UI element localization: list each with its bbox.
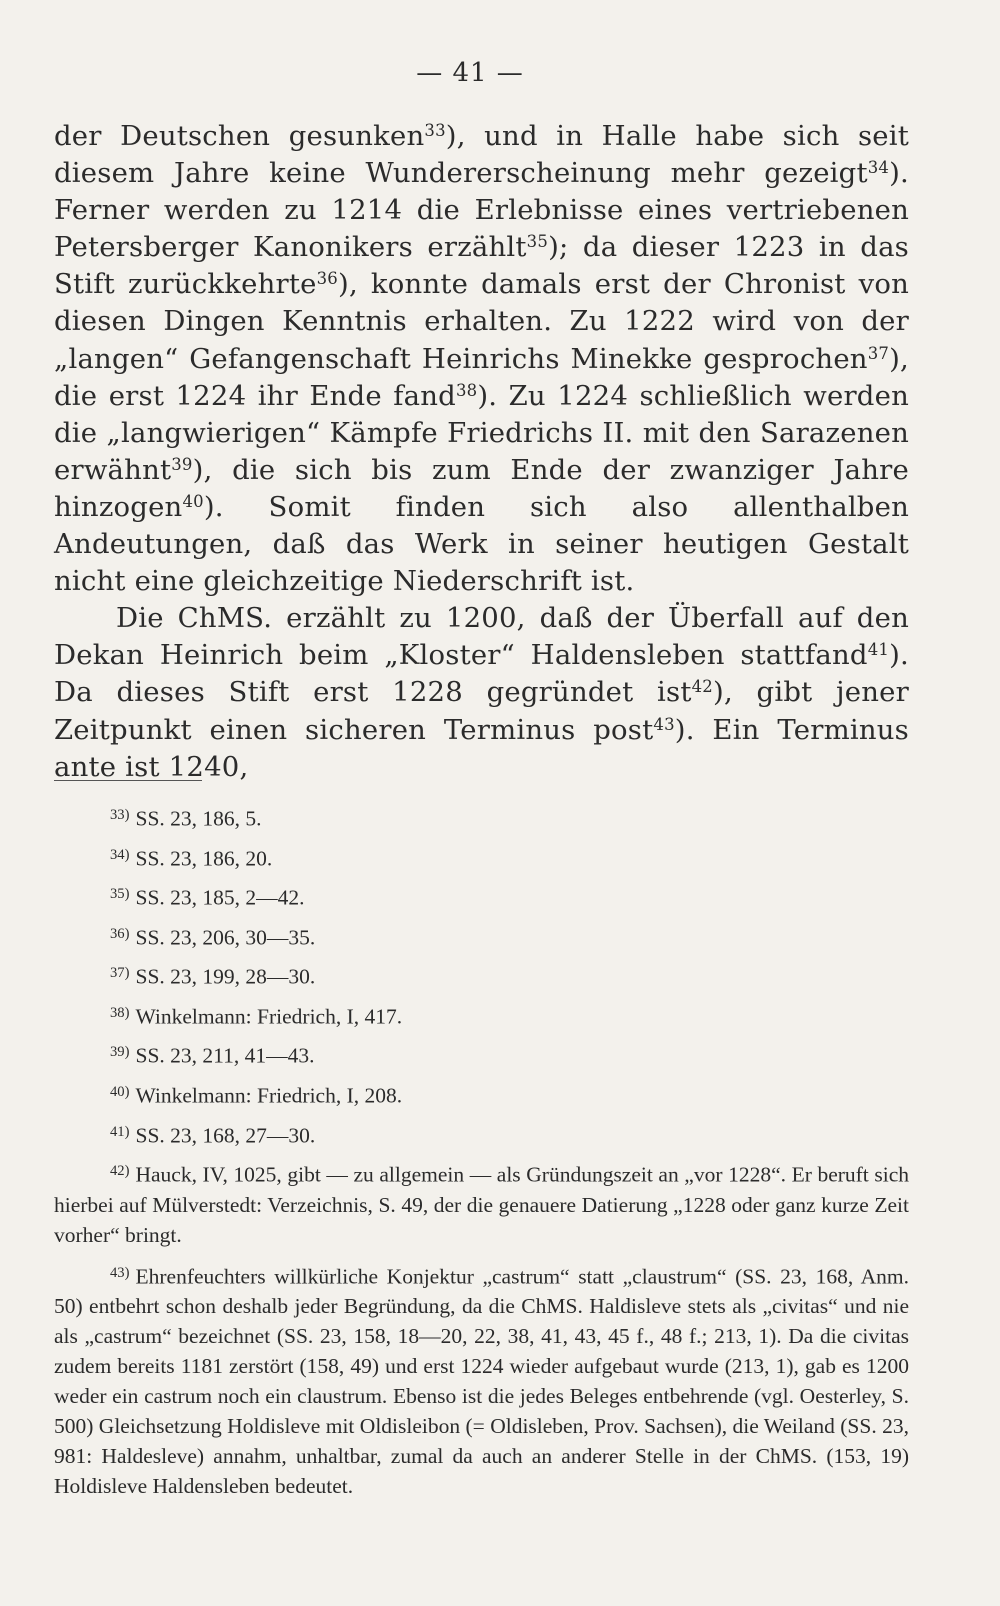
footnote-ref: 35: [526, 232, 549, 252]
footnote-number: 39): [110, 1044, 130, 1061]
footnote-number: 41): [110, 1123, 130, 1140]
text-run: Die ChMS. erzählt zu 1200, daß der Überfall auf den Dekan Heinrich beim „Kloster“ Haldensleben stattfand: [54, 602, 909, 672]
footnote-text: Ehrenfeuchters willkürliche Konjektur „castrum“ statt „claustrum“ (SS. 23, 168, Anm. 50) entbehrt schon deshalb jeder Begründung, da die ChMS. Haldisleve stets als „civitas“ und nie als „castrum“ bezeichnet (SS. 23, 158, 18—20, 22, 38, 41, 43, 45 f., 48 f.; 213, 1). Da die civitas zudem bereits 1181 zerstört (158, 49) und erst 1224 wieder aufgebaut wurde (213, 1), gab es 1200 weder ein castrum noch ein claustrum. Ebenso ist die jedes Beleges entbehrende (vgl. Oesterley, S. 500) Gleichsetzung Holdisleve mit Oldisleibon (= Oldisleben, Prov. Sachsen), die Weiland (SS. 23, 981: Haldesleve) annahm, unhaltbar, zumal da auch an anderer Stelle in der ChMS. (153, 19) Holdisleve Haldensleben bedeutet.: [54, 1264, 909, 1499]
main-text: [54, 118, 909, 786]
footnote-ref: 38: [455, 380, 478, 400]
footnote-43: [54, 1258, 909, 1502]
footnote-ref: 34: [867, 158, 890, 178]
footnote-text: Hauck, IV, 1025, gibt — zu allgemein — als Gründungszeit an „vor 1228“. Er beruft sich hierbei auf Mülverstedt: Verzeichnis, S. 49, der die genauere Datierung „1228 oder ganz kurze Zeit vorher“ bringt.: [54, 1162, 909, 1247]
footnote-number: 43): [110, 1264, 130, 1281]
footnote-text: SS. 23, 168, 27—30.: [135, 1123, 316, 1148]
footnote-ref: 36: [316, 269, 339, 289]
footnote-38: [54, 998, 909, 1033]
text-run: ). Ein Terminus ante ist 1240,: [54, 713, 909, 783]
footnote-text: SS. 23, 199, 28—30.: [135, 964, 316, 989]
footnote-ref: 41: [867, 640, 890, 660]
text-run: ), die erst 1224 ihr Ende fand: [54, 342, 909, 412]
text-run: ). Zu 1224 schließlich werden die „langwierigen“ Kämpfe Friedrichs II. mit den Sarazenen erwähnt: [54, 379, 909, 486]
footnote-text: SS. 23, 185, 2—42.: [135, 885, 305, 910]
footnote-text: Winkelmann: Friedrich, I, 208.: [135, 1083, 403, 1108]
footnote-number: 36): [110, 925, 130, 942]
footnote-35: [54, 879, 909, 914]
footnote-text: SS. 23, 211, 41—43.: [135, 1044, 315, 1069]
footnote-number: 40): [110, 1084, 130, 1101]
footnote-number: 33): [110, 807, 130, 823]
footnote-42: [54, 1156, 909, 1250]
footnote-number: 42): [110, 1163, 130, 1180]
footnote-39: [54, 1037, 909, 1072]
footnote-ref: 43: [653, 714, 675, 734]
footnote-number: 37): [110, 965, 130, 982]
paragraph-2: [54, 600, 909, 785]
text-run: ), konnte damals erst der Chronist von diesen Dingen Kenntnis erhalten. Zu 1222 wird von der „langen“ Gefangenschaft Heinrichs Minekke gesprochen: [54, 268, 910, 375]
footnote-ref: 33: [424, 120, 446, 140]
text-run: der Deutschen gesunken: [54, 120, 425, 152]
text-run: ). Da dieses Stift erst 1228 gegründet ist: [54, 639, 909, 709]
footnote-33: [54, 800, 909, 835]
paragraph-1: [54, 118, 909, 600]
footnote-37: [54, 958, 909, 993]
footnote-36: [54, 919, 909, 954]
footnote-number: 38): [110, 1004, 130, 1021]
text-run: ). Ferner werden zu 1214 die Erlebnisse eines vertriebenen Petersberger Kanonikers erzählt: [54, 157, 909, 264]
footnote-40: [54, 1077, 909, 1112]
footnote-separator: [54, 780, 202, 781]
footnote-number: 34): [110, 846, 130, 863]
footnote-text: SS. 23, 186, 5.: [135, 806, 262, 831]
text-run: ), gibt jener Zeitpunkt einen sicheren Terminus post: [54, 676, 909, 746]
text-run: ); da dieser 1223 in das Stift zurückkehrte: [54, 231, 909, 301]
footnote-ref: 40: [182, 491, 204, 511]
footnote-41: [54, 1117, 909, 1152]
text-run: ), und in Halle habe sich seit diesem Jahre keine Wundererscheinung mehr gezeigt: [54, 120, 910, 190]
footnote-text: Winkelmann: Friedrich, I, 417.: [135, 1004, 403, 1029]
text-run: ). Somit finden sich also allenthalben Andeutungen, daß das Werk in seiner heutigen Gestalt nicht eine gleichzeitige Niederschrift ist.: [54, 490, 909, 598]
footnote-number: 35): [110, 886, 130, 903]
footnote-ref: 42: [691, 677, 714, 697]
text-run: ), die sich bis zum Ende der zwanziger Jahre hinzogen: [54, 453, 909, 523]
footnote-ref: 37: [867, 343, 890, 363]
footnote-ref: 39: [171, 454, 193, 474]
page-number: — 41 —: [416, 58, 524, 88]
footnote-text: SS. 23, 186, 20.: [135, 846, 273, 871]
footnotes: [54, 800, 909, 1509]
footnote-34: [54, 840, 909, 875]
footnote-text: SS. 23, 206, 30—35.: [135, 925, 316, 950]
